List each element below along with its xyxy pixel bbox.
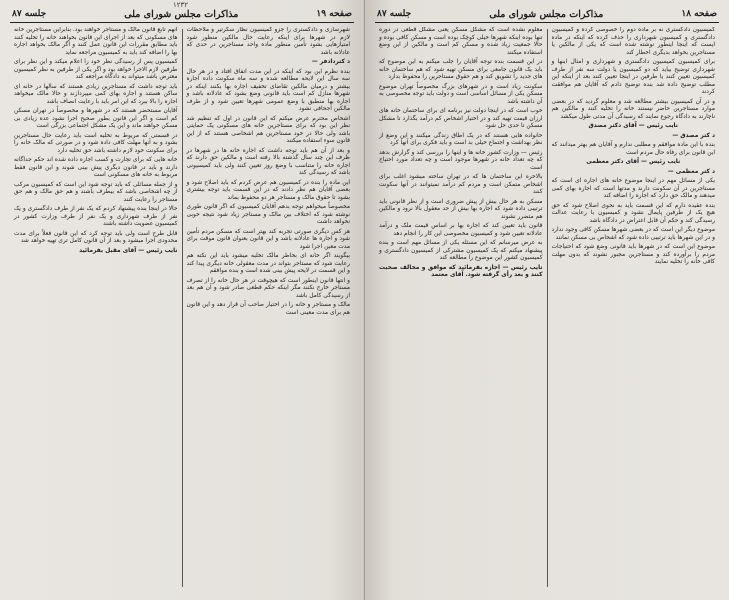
paragraph: و بعد از آن هم باید توجه داشت که اجاره خانه ها در شهرها در ظرف این چند سال گذشته بالا رفته است و مالکین حق دارند که اجاره خانه را متناسب با وضع روز تعیین کنند ولی باید کمیسیونی باشد که رسیدگی کند [186,147,350,176]
paragraph: انهم تابع قانون مالک و مستاجر خواهند بود. بنابراین مستاجرین خانه های مسکونی که بعد از اجرای این قانون بخواهند خانه را تخلیه کنند باید مطابق مقررات این قانون عمل کنند و اگر مالک بخواهد اجاره بها را اضافه کند باید به کمیسیون مراجعه نماید [14,27,178,56]
paragraph: برای کمیسیون کمیسیون دادگستری و شهرداری و امثال اینها و شهرداری توضیح بیاید که دو کمیسیون یا دولت سه نفر از طرف کمیسیون تعیین کنند یا طرفین در اینجا تعیین کنند بعد از اینکه این مطلب توضیح داده شد بنده توضیح دادم که آقایان هم موافقت کردند [551,59,715,95]
speaker-label: د کتردادفر — [311,59,350,65]
paragraph: اشخاص محترم عرض میکنم که این قانون در اول که تنظیم شد نظر این بود که برای مستاجرین خانه های مسکونی یک حمایتی باشد ولی حالا در خود مستاجرین هم اشخاصی هستند که از این قانون سوء استفاده میکنند [186,115,350,144]
right-page-label: صفحه ۱۸ [681,9,717,19]
left-page-column-left [10,27,182,589]
right-page-column-left [375,27,547,589]
right-page-column-right [548,27,720,589]
paragraph: بنده نظرم این بود که اینکه در این مدت اتفاق افتاد و در هر حال سه سال این لایحه مطالعه شده و سه ماه سکونت داده اجاره بیشتر و درمیان مالکین تقاضای تخفیف اجاره بها بکنند اینکه در شهرها منازل کم است باید قانونی وضع بشود که عادلانه باشد و اجاره بها منطبق با وضع عمومی شهرها تعیین شود و از طرف مالکین اجحافی نشود [186,68,350,112]
paragraph: رئیس — وزارت کشور خانه ها و اینها را بررسی کند و گزارش بدهد که چه تعداد خانه در شهرها موجود است و چه تعداد مورد احتیاج است [379,149,543,171]
paragraph: کمیسیون دادگستری نه بر ماده دوم را خصوصی کرده و کمیسیون دادگستری و کمیسیون شهرداری را حذف کرده که اینکه در ماده ایست که اینجا اینطور نوشته شده است که یکی از مالکین یا مستاجرین بخواهد بدیگری اخطار کند [551,27,715,56]
left-page-label: صفحه ۱۹ [316,9,352,19]
column-divider [547,29,548,587]
right-page-title: مذاکرات مجلس شورای ملی [489,8,604,20]
right-page [365,0,729,600]
paragraph: بیگویند اگر خانه ای بخاطر مالک تخلیه میشود باید این نکته هم رعایت شود که مستاجر بتواند در مدت معقولی خانه دیگری پیدا کند و این قسمت در لایحه پیش بینی شده است و بنده موافقم [186,253,350,274]
paragraph: آقایان مستحضر هستند که در شهرها و مخصوصاً در تهران مسکن کم است و اگر این قانون بطور صحیح اجرا نشود عده زیادی بی مسکن خواهند ماند و این یک مشکل اجتماعی بزرگی است [14,108,178,129]
left-page-title: مذاکرات مجلس شورای ملی [124,8,239,20]
paragraph: معلوم نشده است که مشکل مسکن یعنی مشکل قطعی در دوره تنها بوده اینکه شهرها خیلی کوچک بوده است و مسکن کافی بوده و حالا جمعیت زیاد شده و مسکن کم است و مالکین از این وضع استفاده میکنند [379,27,543,56]
paragraph: مسکن به هر حال بیش از پیش ضروری است و از نظر قانونی باید ترتیبی داده شود که اجاره بها بیش از حد معقول بالا نرود و مالکین هم متضرر نشوند [379,198,543,220]
paragraph: در این قسمت بنده توجه آقایان را جلب میکنم به این موضوع که باید یک قانون جامعی برای مسکن تهیه شود که هم ساختمان خانه های جدید را تشویق کند و هم حقوق مستاجرین را محفوظ بدارد [379,59,543,80]
right-page-session: جلسه ۸۷ [377,9,412,19]
speaker-label: نایب رئیس — اجازه بفرمائید که موافق و مخالف صحبت کنند و بعد رأی گرفته شود. آقای معتمد [379,264,543,278]
paragraph: خانه هایی که برای تجارت و کسب اجاره داده شده اند حکم جداگانه دارند و باید در قانون دیگری پیش بینی شوند و این قانون فقط مربوط به خانه های مسکونی است [14,157,178,178]
paragraph: بنده با این ماده موافقم و مطلبی ندارم و آقایان هم بهتر میدانند که این قانون برای رفاه حال مردم است [551,142,715,156]
paragraph: سکونت زیاد است و در شهرهای بزرگ مخصوصاً تهران موضوع مسکن یکی از مسائل اساسی است و دولت باید توجه مخصوصی به آن داشته باشد [379,83,543,105]
paragraph: و از جمله مسائلی که باید توجه شود این است که کمیسیون مرکب از چه اشخاصی باشد که بیطرف باشند و هم حق مالک و هم حق مستاجر را رعایت کنند [14,181,178,203]
paragraph: بنده عقیده دارم که این قسمت باید به نحوی اصلاح شود که حق هیچ یک از طرفین پایمال نشود و کمیسیون با رعایت عدالت رسیدگی کند و حکم آن قابل اعتراض در دادگاه باشد [551,202,715,224]
folio-number: ۱۲۳۲ [172,1,188,9]
paragraph: حالا در اینجا بنده پیشنهاد کردم که یک نفر از طرف دادگستری و یک نفر از طرف شهرداری و یک نفر از طرف وزارت کشور در کمیسیون عضویت داشته باشند [14,206,178,227]
paragraph: شهرسازی و دادگستری را جزو کمیسیون نظار سکرتیر و ملاحظات لازم در شهرها برای اینکه رعایت حال مالکین منظور شود امتیازهایی بشود تأمین منظور ماده واحد مستاجرین در حدی که عادلانه باشد [186,27,350,56]
paragraph: موضوع این است که در شهرها باید قانونی وضع شود که احتیاجات مردم را برآورده کند و مستاجرین مجبور نشوند که بدون مهلت کافی خانه را تخلیه نمایند [551,244,715,265]
right-page-columns [375,27,719,589]
left-page-column-right [183,27,355,589]
paragraph: هر کس دیگری صورتی تجربه کند بهتر است که مسکن مردم تأمین شود و اجاره ها عادلانه باشد و این قانون بعنوان قانون موقت برای مدت معین اجرا شود [186,228,350,250]
paragraph: مالک و مستاجر و خانه را در اختیار صاحب آن قرار دهد و این قانون هم برای مدت معینی است [186,302,350,316]
speaker-label: نایب رئیس — آقای دکتر مصدق [588,123,678,129]
speaker-label: د کتر معظمی — [667,168,715,175]
paragraph: موضوع دیگر این است که در بعضی شهرها مسکن کافی وجود ندارد و در این شهرها باید ترتیبی داده شود که اشخاص بی مسکن نمانند [551,227,715,241]
paragraph: قابل طرح است ولی باید توجه کرد که این قانون فعلاً برای مدت محدودی اجرا میشود و بعد از آن قانون کامل تری تهیه خواهد شد [14,230,178,244]
paragraph: کمیسیون پس از رسیدگی نظر خود را اعلام میکند و این نظر برای طرفین لازم الاجرا خواهد بود و اگر یکی از طرفین به نظر کمیسیون معترض باشد میتواند به دادگاه مراجعه کند [14,59,178,80]
paragraph: مخصوصاً میخواهم توجه بدهم آقایان کمیسیون که اگر قانون طوری نوشته شود که اختلاف بین مالک و مستاجر زیاد شود نتیجه خوبی نخواهد داشت [186,204,350,225]
left-page [0,0,364,600]
paragraph: در قسمتی که مربوط به تخلیه است باید رعایت حال مستاجرین بشود و به آنها مهلت کافی داده شود و در صورتی که مالک خانه را برای سکونت خود لازم داشته باشد حق تخلیه دارد [14,132,178,154]
left-page-session: جلسه ۸۷ [12,9,47,19]
speaker-label: نایب رئیس — آقای مقبل بفرمائید [79,247,178,254]
paragraph: خوب است که در اینجا دولت نیز برنامه ای برای ساختمان خانه های ارزان قیمت تهیه کند و در اختیار اشخاص کم درآمد بگذارد تا مشکل مسکن تا حدی حل شود [379,108,543,129]
column-divider [182,29,183,587]
paragraph: و انتها قانون اینطور است که هیچوقت در هر حال خانه را از تصرف مستاجر خارج نکنند مگر اینکه حکم قطعی صادر شود و آن هم بعد از رسیدگی کامل باشد [186,277,350,299]
paragraph: به عرض میرسانم که این مسئله یکی از مسائل مهم است و بنده پیشنهاد میکنم که یک کمیسیون مشترکی از کمیسیون دادگستری و کمیسیون کشور این موضوع را مطالعه کند [379,240,543,261]
right-page-header [375,6,719,23]
paragraph: بالاخره این ساختمان ها که در تهران ساخته میشود اغلب برای اشخاص متمکن است و مردم کم درآمد نمیتوانند در آنها سکونت کنند [379,174,543,195]
left-page-columns [10,27,354,589]
paragraph: خانواده هایی هستند که در یک اطاق زندگی میکنند و این وضع از نظر بهداشت و اجتماع خیلی بد است و باید فکری برای آنها کرد [379,132,543,146]
speaker-label: نایب رئیس — آقای دکتر معظمی [586,159,681,165]
speaker-label: د کتر مصدق — [672,132,715,139]
paragraph: یکی از مسائل مهم در اینجا موضوع خانه های اجاره ای است که مستاجرین در آن سکونت دارند و مدتها است که اجاره بهای کمی میدهند و مالک حق دارد که اجاره را اضافه کند [551,178,715,199]
paragraph: و در آن کمیسیون بیشتر مطالعه شد و معلوم گردید که در بعضی موارد مستاجرین حاضر نیستند خانه را تخلیه کنند و مالکین هم ناچارند به دادگاه رجوع نمایند که رسیدگی آن مدتی طول میکشد [551,98,715,120]
paragraph: باید توجه داشت که مستاجرین زیادی هستند که سالها در خانه ای ساکن هستند و اجاره بهای کمی میپردازند و حالا مالک میخواهد اجاره را بالا ببرد که این امر باید با رعایت انصاف باشد [14,83,178,105]
paragraph: این ماده را بنده در کمیسیون هم عرض کردم که باید اصلاح شود و بعضی آقایان هم نظر دادند که در این قسمت باید توجه بیشتری بشود تا حقوق مالک و مستاجر هر دو محفوظ بماند [186,179,350,201]
paragraph: قانون باید تعیین کند که اجاره بها بر اساس قیمت ملک و درآمد عادلانه تعیین شود و کمیسیون مخصوصی این کار را انجام دهد [379,223,543,237]
